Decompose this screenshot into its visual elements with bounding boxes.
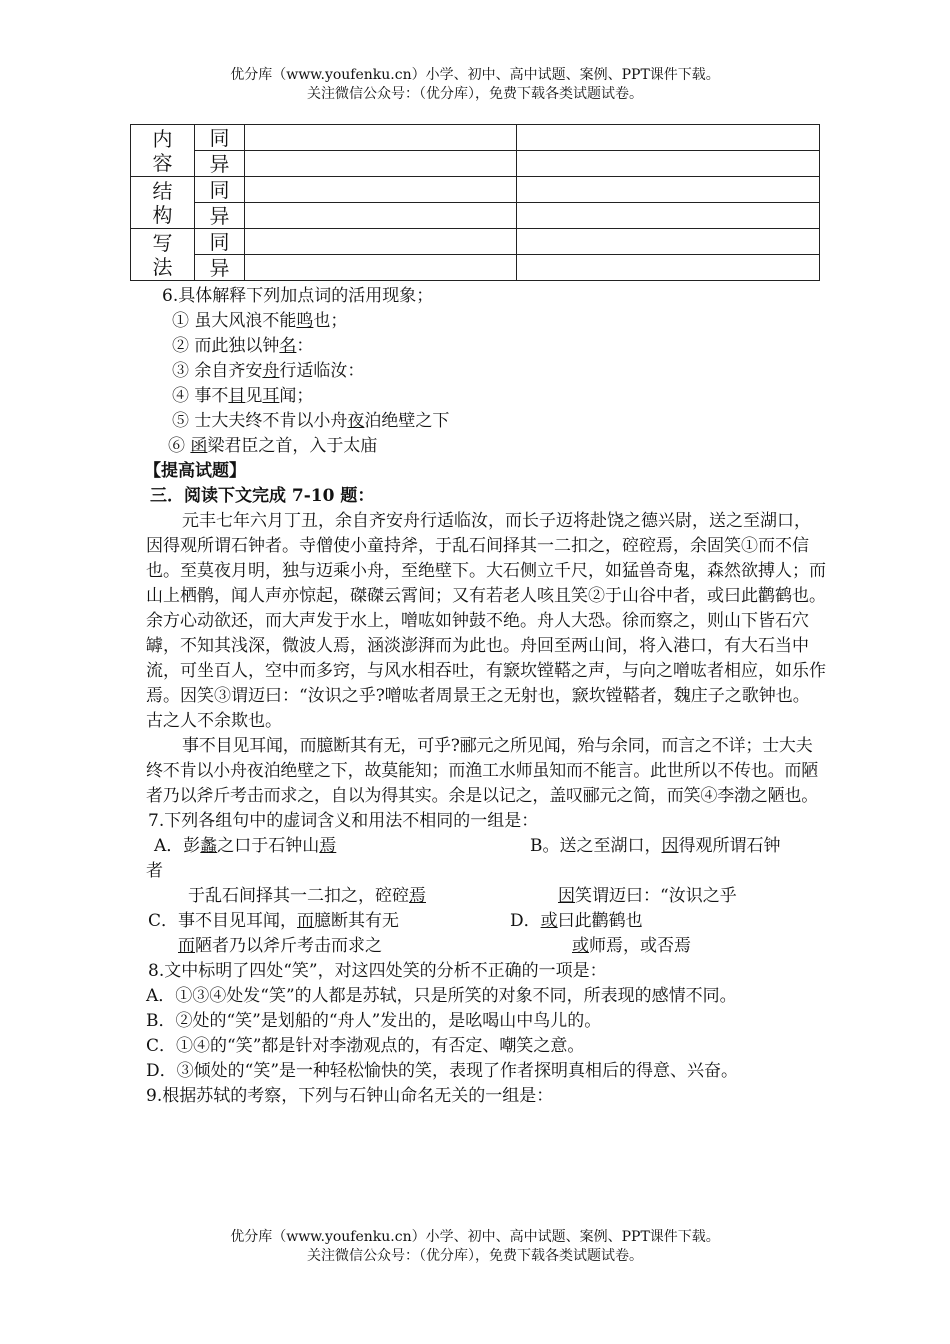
table-cell (517, 177, 820, 203)
table-cell (245, 203, 517, 229)
q9-title: 9.根据苏轼的考察，下列与石钟山命名无关的一组是： (146, 1086, 554, 1106)
q7-option-a-2: 于乱石间择其一二扣之，硿硿焉 (188, 886, 426, 906)
table-cell (517, 151, 820, 177)
table-row (131, 125, 820, 151)
q6-item-5: ⑤ 士大夫终不肯以小舟夜泊绝壁之下 (172, 411, 450, 431)
q7-row-1 (146, 834, 826, 859)
header-line-1: 优分库（www.youfenku.cn）小学、初中、高中试题、案例、PPT课件下载。 (230, 67, 720, 83)
diff-label: 异 (195, 255, 245, 281)
table-cell (245, 151, 517, 177)
document-body (146, 284, 826, 1109)
page-header (0, 66, 950, 104)
q6-item-2: ② 而此独以钟名： (172, 336, 314, 356)
table-cell (517, 203, 820, 229)
comparison-table (130, 124, 820, 281)
q8-option-c: C．①④的“笑”都是针对李渤观点的，有否定、嘲笑之意。 (146, 1036, 585, 1056)
q7-option-d-2: 或师焉，或否焉 (572, 936, 691, 956)
q7-option-c: C．事不目见耳闻，而臆断其有无 (148, 911, 400, 931)
table-cell (245, 229, 517, 255)
q7-option-c-2: 而陋者乃以斧斤考击而求之 (178, 936, 382, 956)
passage-paragraph-1: 元丰七年六月丁丑，余自齐安舟行适临汝，而长子迈将赴饶之德兴尉，送之至湖口，因得观所谓石钟者。寺僧使小童持斧，于乱石间择其一二扣之，硿硿焉，余固笑①而不信也。至莫夜月明，独与迈乘小舟，至绝壁下。大石侧立千尺，如猛兽奇鬼，森然欲搏人；而山上栖鹘，闻人声亦惊起，磔磔云霄间；又有若老人咳且笑②于山谷中者，或曰此鹳鹤也。余方心动欲还，而大声发于水上，噌吰如钟鼓不绝。舟人大恐。徐而察之，则山下皆石穴罅，不知其浅深，微波人焉，涵淡澎湃而为此也。舟回至两山间，将入港口，有大石当中流，可坐百人，空中而多窍，与风水相吞吐，有窾坎镗鞳之声，与向之噌吰者相应，如乐作焉。因笑③谓迈曰：“汝识之乎?噌吰者周景王之无射也，窾坎镗鞳者，魏庄子之歌钟也。古之人不余欺也。 (146, 511, 826, 731)
passage-paragraph-2: 事不目见耳闻，而臆断其有无，可乎?郦元之所见闻，殆与余同，而言之不详；士大夫终不肯以小舟夜泊绝壁之下，故莫能知；而渔工水师虽知而不能言。此世所以不传也。而陋者乃以斧斤考击而求之，自以为得其实。余是以记之，盖叹郦元之简，而笑④李渤之陋也。 (146, 736, 818, 806)
q7-row-4 (146, 934, 826, 959)
same-label: 同 (195, 177, 245, 203)
table-cell (517, 125, 820, 151)
table-row (131, 151, 820, 177)
q6-item-4: ④ 事不目见耳闻； (172, 386, 314, 406)
q7-option-b-cont: 者 (146, 861, 163, 881)
diff-label: 异 (195, 151, 245, 177)
q6-item-6: ⑥ 函梁君臣之首，入于太庙 (168, 436, 378, 456)
page-footer (0, 1228, 950, 1266)
q7-option-a: A．彭蠡之口于石钟山焉 (154, 836, 337, 856)
table-category-content: 内 容 (131, 125, 195, 177)
table-row (131, 255, 820, 281)
table-cell (517, 255, 820, 281)
table-cell (245, 255, 517, 281)
table-row (131, 229, 820, 255)
q8-option-d: D．③倾处的“笑”是一种轻松愉快的笑，表现了作者探明真相后的得意、兴奋。 (146, 1061, 739, 1081)
table-category-method: 写 法 (131, 229, 195, 281)
part3-title: 三．阅读下文完成 7-10 题： (150, 486, 375, 506)
table-cell (245, 125, 517, 151)
table-cell (517, 229, 820, 255)
header-line-2: 关注微信公众号：（优分库），免费下载各类试题试卷。 (307, 86, 643, 102)
table-cell (245, 177, 517, 203)
q7-row-2 (146, 884, 826, 909)
q7-row-3 (146, 909, 826, 934)
footer-line-1: 优分库（www.youfenku.cn）小学、初中、高中试题、案例、PPT课件下载。 (230, 1229, 720, 1245)
table-row (131, 203, 820, 229)
diff-label: 异 (195, 203, 245, 229)
q7-option-b-2: 因笑谓迈曰：“汝识之乎 (558, 886, 737, 906)
q8-option-a: A．①③④处发“笑”的人都是苏轼，只是所笑的对象不同，所表现的感情不同。 (146, 986, 737, 1006)
table-category-structure: 结 构 (131, 177, 195, 229)
q6-item-3: ③ 余自齐安舟行适临汝： (172, 361, 365, 381)
same-label: 同 (195, 125, 245, 151)
same-label: 同 (195, 229, 245, 255)
footer-line-2: 关注微信公众号：（优分库），免费下载各类试题试卷。 (307, 1248, 643, 1264)
q7-option-d: D．或曰此鹳鹤也 (510, 911, 643, 931)
q6-item-1: ① 虽大风浪不能鸣也； (172, 311, 348, 331)
q8-option-b: B．②处的“笑”是划船的“舟人”发出的，是吆喝山中鸟儿的。 (146, 1011, 602, 1031)
q8-title: 8.文中标明了四处“笑”，对这四处笑的分析不正确的一项是： (148, 961, 607, 981)
q7-title: 7.下列各组句中的虚词含义和用法不相同的一组是： (148, 811, 539, 831)
table-row (131, 177, 820, 203)
q6-title: 6.具体解释下列加点词的活用现象； (162, 286, 434, 306)
q7-option-b: B。送之至湖口，因得观所谓石钟 (530, 836, 781, 856)
section-title: 【提高试题】 (144, 461, 246, 481)
